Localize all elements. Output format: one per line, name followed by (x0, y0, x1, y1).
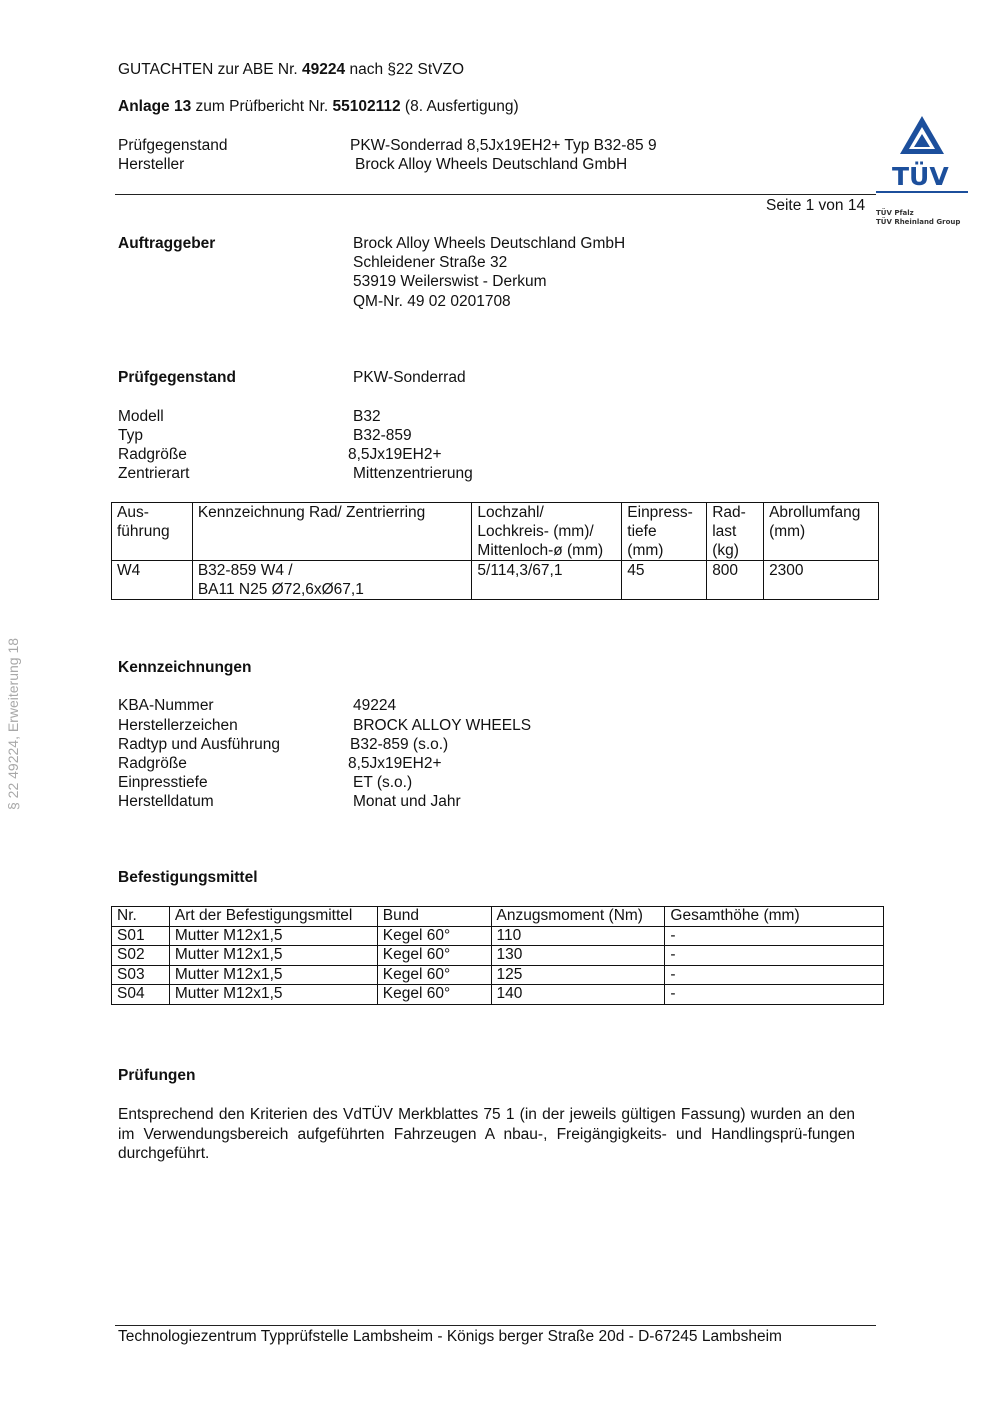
table-cell: 800 (707, 561, 764, 600)
header-hersteller-value: Brock Alloy Wheels Deutschland GmbH (355, 156, 628, 173)
wheel-table (111, 502, 879, 600)
attachment-line: Anlage 13 zum Prüfbericht Nr. 55102112 (8. Ausfertigung) (118, 98, 519, 115)
sidebar-reference: § 22 49224, Erweiterung 18 (5, 637, 21, 810)
header-cell: Lochzahl/ Lochkreis- (mm)/ Mittenloch-ø (mm) (472, 503, 622, 561)
table-cell: 140 (491, 985, 665, 1005)
spec-value: 8,5Jx19EH2+ (348, 446, 442, 463)
table-row (112, 561, 879, 600)
table-cell: 45 (622, 561, 707, 600)
header-cell: Einpress- tiefe (mm) (622, 503, 707, 561)
header-cell: Anzugsmoment (Nm) (491, 907, 665, 927)
table-cell: 2300 (764, 561, 879, 600)
table-cell: S04 (112, 985, 170, 1005)
table-cell: S02 (112, 946, 170, 966)
table-cell: Mutter M12x1,5 (169, 946, 377, 966)
table-cell: - (665, 926, 884, 946)
spec-value: Mittenzentrierung (353, 465, 473, 482)
footer-divider (115, 1325, 876, 1326)
mark-label: Herstellerzeichen (118, 717, 238, 734)
mark-value: 8,5Jx19EH2+ (348, 755, 442, 772)
table-cell: Kegel 60° (377, 965, 491, 985)
auftraggeber-line: 53919 Weilerswist - Derkum (353, 273, 547, 290)
mark-value: ET (s.o.) (353, 774, 413, 791)
auftraggeber-line: Schleidener Straße 32 (353, 254, 508, 271)
auftraggeber-label: Auftraggeber (118, 235, 216, 252)
fastener-table (111, 906, 884, 1005)
table-header-row (112, 503, 879, 561)
header-cell: Kennzeichnung Rad/ Zentrierring (192, 503, 472, 561)
spec-label: Typ (118, 427, 143, 444)
mark-value: Monat und Jahr (353, 793, 461, 810)
table-cell: Kegel 60° (377, 946, 491, 966)
header-cell: Art der Befestigungsmittel (169, 907, 377, 927)
mark-label: Radtyp und Ausführung (118, 736, 281, 753)
table-cell: - (665, 985, 884, 1005)
mark-label: Einpresstiefe (118, 774, 208, 791)
header-cell: Bund (377, 907, 491, 927)
table-cell: S03 (112, 965, 170, 985)
table-cell: Mutter M12x1,5 (169, 926, 377, 946)
mark-label: KBA-Nummer (118, 697, 214, 714)
tuv-word: TÜV (892, 162, 949, 191)
auftraggeber-line: Brock Alloy Wheels Deutschland GmbH (353, 235, 626, 252)
table-cell: 130 (491, 946, 665, 966)
tuv-triangle-icon (874, 114, 970, 164)
page-number: Seite 1 von 14 (766, 197, 866, 214)
header-cell: Rad- last (kg) (707, 503, 764, 561)
logo-line1: TÜV Pfalz (876, 209, 914, 217)
table-cell: W4 (112, 561, 193, 600)
spec-label: Radgröße (118, 446, 187, 463)
mark-value: B32-859 (s.o.) (350, 736, 449, 753)
table-cell: - (665, 965, 884, 985)
document-title: GUTACHTEN zur ABE Nr. 49224 nach §22 StVZO (118, 61, 465, 78)
header-pruefgegenstand-value: PKW-Sonderrad 8,5Jx19EH2+ Typ B32-85 9 (350, 137, 657, 154)
header-cell: Aus- führung (112, 503, 193, 561)
footer-address: Technologiezentrum Typprüfstelle Lambsheim - Königs berger Straße 20d - D-67245 Lambsheim (118, 1328, 782, 1345)
befestigung-title: Befestigungsmittel (118, 869, 258, 886)
logo-bar (876, 191, 968, 193)
mark-value: 49224 (353, 697, 397, 714)
table-cell: Kegel 60° (377, 926, 491, 946)
header-pruefgegenstand-label: Prüfgegenstand (118, 137, 228, 154)
pruefgegenstand-label: Prüfgegenstand (118, 369, 236, 386)
table-cell: 5/114,3/67,1 (472, 561, 622, 600)
mark-label: Radgröße (118, 755, 187, 772)
table-header-row (112, 907, 884, 927)
header-cell: Gesamthöhe (mm) (665, 907, 884, 927)
logo-line2: TÜV Rheinland Group (876, 218, 961, 226)
table-cell: Mutter M12x1,5 (169, 985, 377, 1005)
spec-value: B32-859 (353, 427, 412, 444)
table-row (112, 946, 884, 966)
spec-label: Zentrierart (118, 465, 190, 482)
spec-label: Modell (118, 408, 164, 425)
auftraggeber-line: QM-Nr. 49 02 0201708 (353, 293, 511, 310)
table-row (112, 985, 884, 1005)
table-cell: B32-859 W4 / BA11 N25 Ø72,6xØ67,1 (192, 561, 472, 600)
table-row (112, 926, 884, 946)
header-cell: Abrollumfang (mm) (764, 503, 879, 561)
pruefgegenstand-value: PKW-Sonderrad (353, 369, 466, 386)
spec-value: B32 (353, 408, 381, 425)
table-cell: Kegel 60° (377, 985, 491, 1005)
mark-label: Herstelldatum (118, 793, 214, 810)
table-cell: S01 (112, 926, 170, 946)
pruefungen-text: Entsprechend den Kriterien des VdTÜV Merkblattes 75 1 (in der jeweils gültigen Fassung) wurden an den im Verwendungsbereich aufgeführten Fahrzeugen A nbau-, Freigängigkeits- und Handlingsprü-fungen durchgeführt. (118, 1106, 855, 1162)
pruefungen-title: Prüfungen (118, 1067, 196, 1084)
mark-value: BROCK ALLOY WHEELS (353, 717, 532, 734)
table-cell: 110 (491, 926, 665, 946)
tuv-logo (874, 114, 970, 228)
header-divider (115, 194, 876, 195)
table-cell: - (665, 946, 884, 966)
table-cell: Mutter M12x1,5 (169, 965, 377, 985)
table-row (112, 965, 884, 985)
kennzeichnungen-title: Kennzeichnungen (118, 659, 252, 676)
header-hersteller-label: Hersteller (118, 156, 185, 173)
header-cell: Nr. (112, 907, 170, 927)
table-cell: 125 (491, 965, 665, 985)
